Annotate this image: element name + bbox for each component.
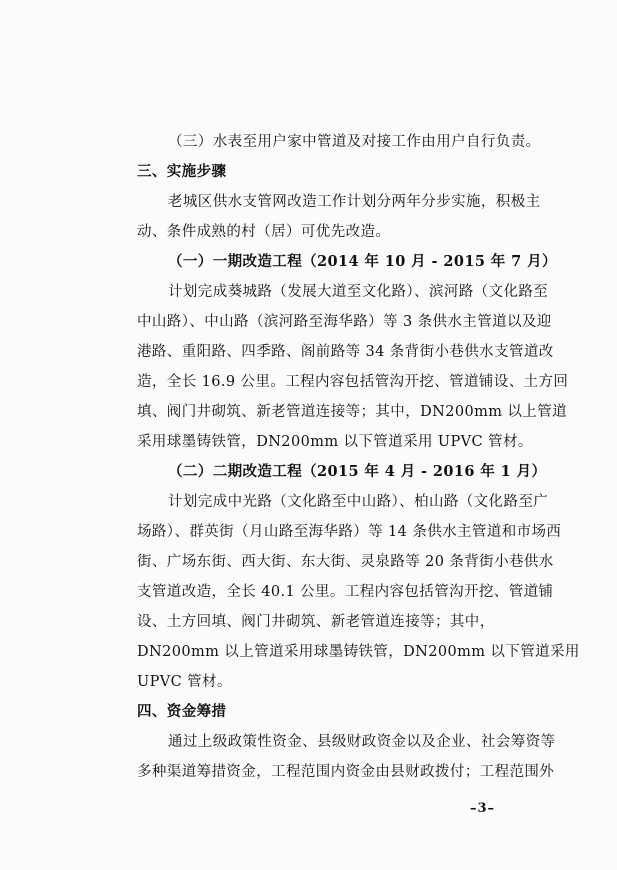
paragraph-line: 造，全长 16.9 公里。工程内容包括管沟开挖、管道铺设、土方回: [137, 374, 569, 390]
paragraph-line: 计划完成葵城路（发展大道至文化路）、滨河路（文化路至: [168, 284, 549, 300]
paragraph-line: 支管道改造，全长 40.1 公里。工程内容包括管沟开挖、管道铺: [137, 584, 554, 600]
paragraph-line: 填、阀门井砌筑、新老管道连接等；其中，DN200mm 以上管道: [137, 404, 567, 420]
paragraph-line: 老城区供水支管网改造工作计划分两年分步实施，积极主: [168, 194, 541, 210]
paragraph-line: 多种渠道筹措资金，工程范围内资金由县财政拨付；工程范围外: [137, 764, 555, 780]
page-number: –3–: [470, 801, 496, 816]
paragraph-line: UPVC 管材。: [137, 674, 232, 690]
paragraph-line: 街、广场东街、西大街、东大街、灵泉路等 20 条背街小巷供水: [137, 554, 554, 570]
paragraph-line: 设、土方回填、阀门井砌筑、新老管道连接等；其中，: [137, 614, 495, 630]
paragraph-line: DN200mm 以上管道采用球墨铸铁管，DN200mm 以下管道采用: [137, 644, 580, 660]
paragraph-line: （三）水表至用户家中管道及对接工作由用户自行负责。: [168, 134, 541, 150]
paragraph-line: 动、条件成熟的村（居）可优先改造。: [137, 224, 391, 240]
section-heading: 四、资金筹措: [137, 703, 227, 720]
paragraph-line: 通过上级政策性资金、县级财政资金以及企业、社会筹资等: [168, 734, 556, 750]
paragraph-line: 场路）、群英街（月山路至海华路）等 14 条供水主管道和市场西: [137, 524, 562, 540]
paragraph-line: 中山路）、中山路（滨河路至海华路）等 3 条供水主管道以及迎: [137, 314, 552, 330]
subsection-heading: （二）二期改造工程（2015 年 4 月 - 2016 年 1 月）: [168, 463, 547, 480]
subsection-heading: （一）一期改造工程（2014 年 10 月 - 2015 年 7 月）: [168, 253, 557, 270]
paragraph-line: 采用球墨铸铁管，DN200mm 以下管道采用 UPVC 管材。: [137, 434, 533, 450]
section-heading: 三、实施步骤: [137, 163, 227, 180]
paragraph-line: 计划完成中光路（文化路至中山路）、柏山路（文化路至广: [168, 494, 549, 510]
paragraph-line: 港路、重阳路、四季路、阁前路等 34 条背街小巷供水支管道改: [137, 344, 554, 360]
